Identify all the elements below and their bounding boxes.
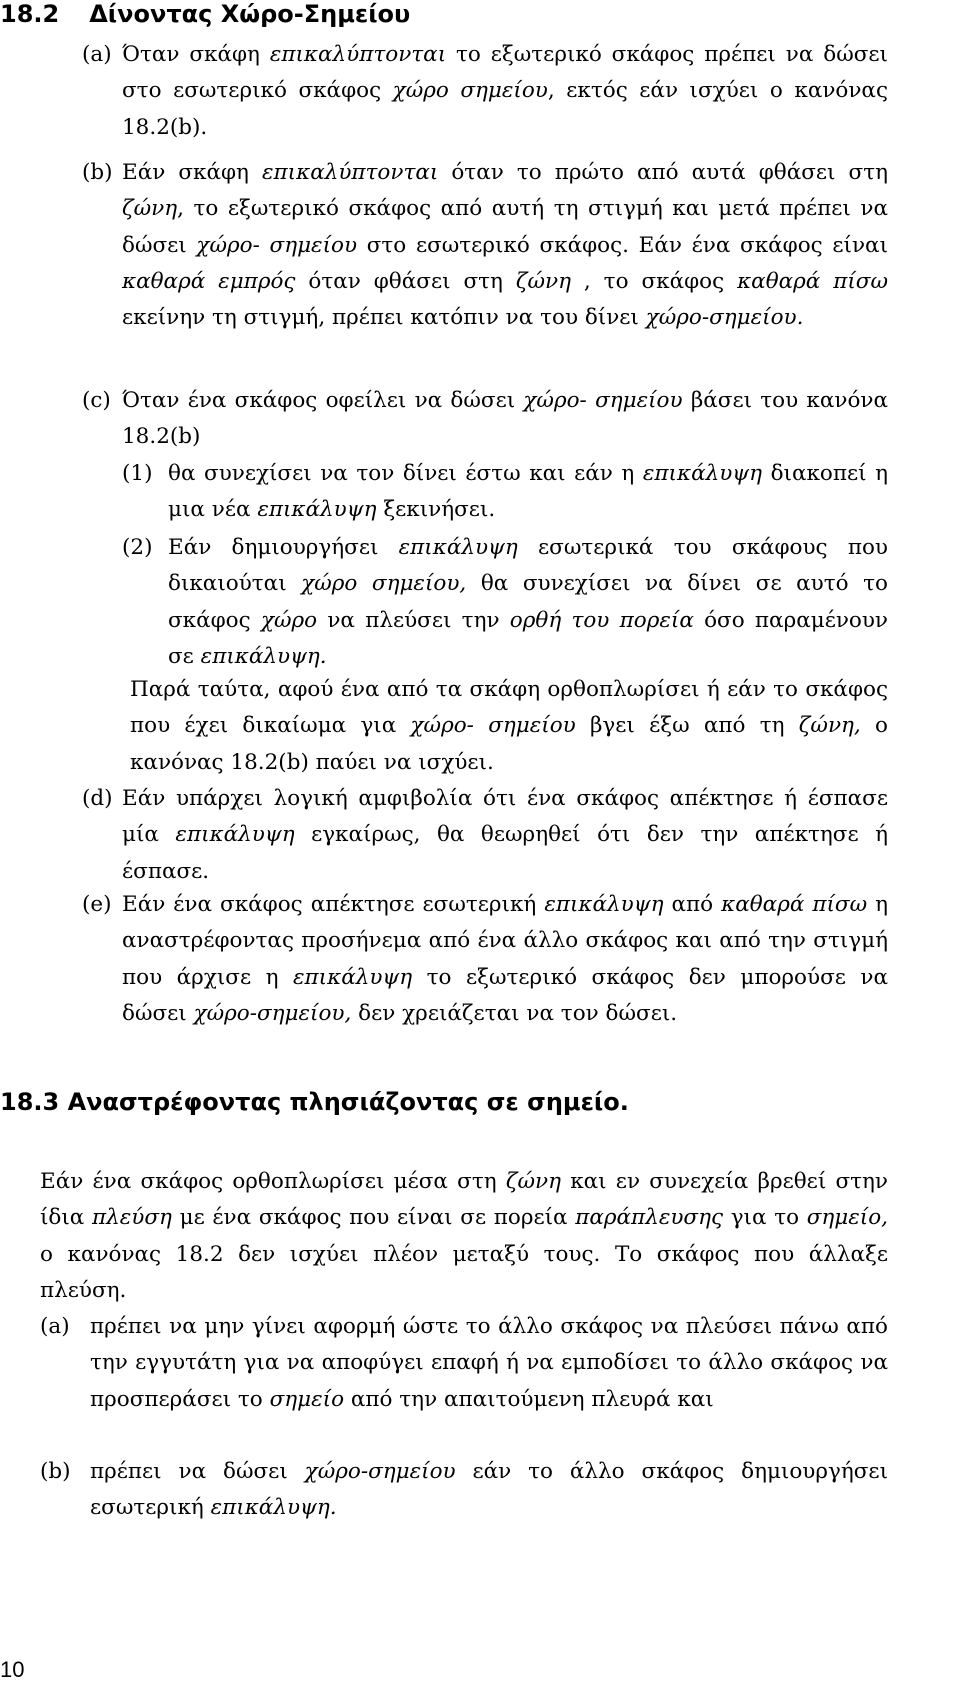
paragraph-18-2-e: Εάν ένα σκάφος απέκτησε εσωτερική επικάλυψη από καθαρά πίσω η αναστρέφοντας προσήνεμα από ένα άλλο σκάφος και από την στιγμή που άρχισε η επικάλυψη το εξωτερικό σκάφος δεν μπορούσε να δώσει χώρο-σημείου, δεν χρειάζεται να τον δώσει. [122, 892, 889, 1026]
paragraph-18-2-d: Εάν υπάρχει λογική αμφιβολία ότι ένα σκάφος απέκτησε ή έσπασε μία επικάλυψη εγκαίρως, θα θεωρηθεί ότι δεν την απέκτησε ή έσπασε. [122, 786, 888, 884]
paragraph-18-2-c-2: Εάν δημιουργήσει επικάλυψη εσωτερικά του σκάφους που δικαιούται χώρο σημείου, θα συνεχίσει να δίνει σε αυτό το σκάφος χώρο να πλεύσει την ορθή του πορεία όσο παραμένουν σε επικάλυψη. [168, 535, 889, 669]
paragraph-18-2-b: Εάν σκάφη επικαλύπτονται όταν το πρώτο από αυτά φθάσει στη ζώνη, το εξωτερικό σκάφος από αυτή τη στιγμή και μετά πρέπει να δώσει χώρο- σημείου στο εσωτερικό σκάφος. Εάν ένα σκάφος είναι καθαρά εμπρός όταν φθάσει στη ζώνη , το σκάφος καθαρά πίσω εκείνην τη στιγμή, πρέπει κατόπιν να του δίνει χώρο-σημείου. [122, 160, 889, 331]
item-label-b: (b) [82, 160, 113, 185]
paragraph-18-3-intro: Εάν ένα σκάφος ορθοπλωρίσει μέσα στη ζώνη και εν συνεχεία βρεθεί στην ίδια πλεύση με ένα σκάφος που είναι σε πορεία παράπλευσης για το σημείο, ο κανόνας 18.2 δεν ισχύει πλέον μεταξύ τους. Το σκάφος που άλλαξε πλεύση. [40, 1169, 888, 1303]
paragraph-18-2-c: Όταν ένα σκάφος οφείλει να δώσει χώρο- σημείου βάσει του κανόνα 18.2(b) [122, 388, 888, 450]
section-title: Αναστρέφοντας πλησιάζοντας σε σημείο. [67, 1088, 629, 1116]
section-number: 18.2 [0, 0, 60, 28]
section-heading-18-2 [0, 0, 410, 32]
paragraph-18-2-c-however: Παρά ταύτα, αφού ένα από τα σκάφη ορθοπλωρίσει ή εάν το σκάφος που έχει δικαίωμα για χώρο- σημείου βγει έξω από τη ζώνη, ο κανόνας 18.2(b) παύει να ισχύει. [130, 677, 888, 775]
paragraph-18-2-a: Όταν σκάφη επικαλύπτονται το εξωτερικό σκάφος πρέπει να δώσει στο εσωτερικό σκάφος χώρο σημείου, εκτός εάν ισχύει ο κανόνας 18.2(b). [122, 42, 888, 140]
item-label-e: (e) [82, 892, 112, 917]
paragraph-18-3-a: πρέπει να μην γίνει αφορμή ώστε το άλλο σκάφος να πλεύσει πάνω από την εγγυτάτη για να αποφύγει επαφή ή να εμποδίσει το άλλο σκάφος να προσπεράσει το σημείο από την απαιτούμενη πλευρά και [90, 1314, 888, 1412]
section-title: Δίνοντας Χώρο-Σημείου [89, 0, 411, 28]
subitem-label-c1: (1) [122, 461, 153, 486]
item-label-a: (a) [82, 42, 112, 67]
page-number: 10 [0, 1657, 25, 1682]
item-label-18-3-b: (b) [40, 1459, 71, 1484]
item-label-18-3-a: (a) [40, 1314, 70, 1339]
paragraph-18-3-b: πρέπει να δώσει χώρο-σημείου εάν το άλλο σκάφος δημιουργήσει εσωτερική επικάλυψη. [90, 1459, 888, 1521]
section-number: 18.3 [0, 1088, 60, 1116]
paragraph-18-2-c-1: θα συνεχίσει να τον δίνει έστω και εάν η επικάλυψη διακοπεί η μια νέα επικάλυψη ξεκινήσει. [168, 461, 888, 523]
item-label-c: (c) [82, 388, 111, 413]
item-label-d: (d) [82, 786, 113, 811]
section-heading-18-3 [0, 1084, 629, 1120]
subitem-label-c2: (2) [122, 535, 153, 560]
